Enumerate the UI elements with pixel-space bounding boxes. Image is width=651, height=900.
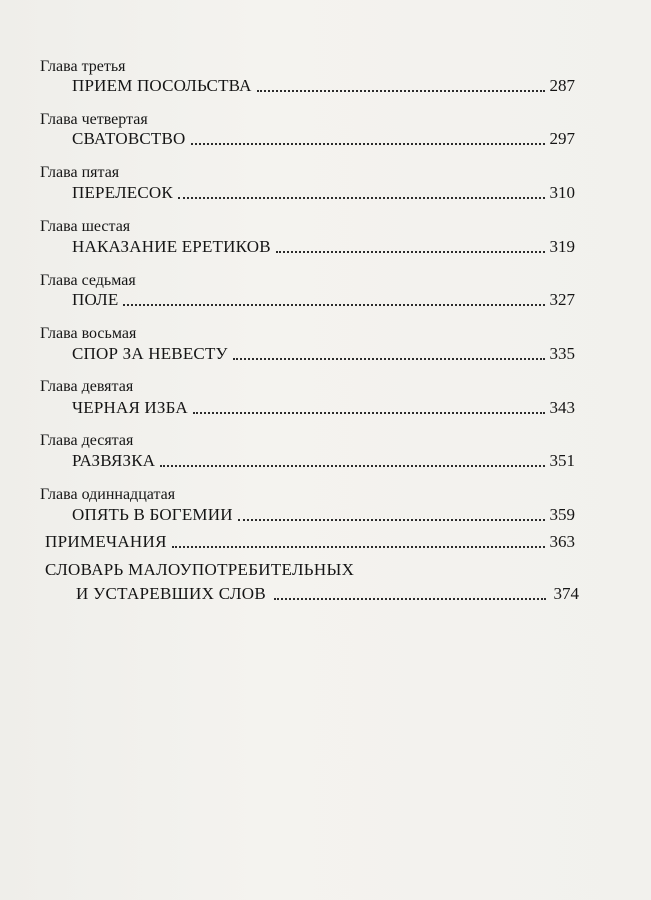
chapter-label: Глава седьмая: [40, 272, 136, 289]
toc-entry: [72, 342, 575, 364]
dot-leader: [238, 519, 545, 521]
page-number: 297: [549, 129, 575, 148]
page-number: 359: [549, 505, 575, 524]
toc-entry: [72, 127, 575, 149]
page-number: 319: [549, 237, 575, 256]
dictionary-title-line2: И УСТАРЕВШИХ СЛОВ: [76, 584, 267, 603]
toc-entry: [72, 396, 575, 418]
toc-entry: [72, 235, 575, 257]
chapter-label: Глава девятая: [40, 378, 134, 395]
chapter-title: НАКАЗАНИЕ ЕРЕТИКОВ: [72, 237, 271, 256]
dot-leader: [233, 358, 545, 360]
chapter-label: Глава восьмая: [40, 325, 137, 342]
dot-leader: [178, 197, 545, 199]
toc-entry: [72, 74, 575, 96]
chapter-title: СПОР ЗА НЕВЕСТУ: [72, 344, 228, 363]
page-number: 351: [549, 451, 575, 470]
page-number: 327: [549, 290, 575, 309]
chapter-title: ЧЕРНАЯ ИЗБА: [72, 398, 188, 417]
chapter-label: Глава десятая: [40, 432, 134, 449]
toc-entry: [72, 181, 575, 203]
chapter-title: ПРИЕМ ПОСОЛЬСТВА: [72, 76, 252, 95]
chapter-title: РАЗВЯЗКА: [72, 451, 156, 470]
dot-leader: [257, 90, 545, 92]
page-number: 287: [549, 76, 575, 95]
chapter-label: Глава третья: [40, 58, 126, 75]
chapter-label: Глава одиннадцатая: [40, 486, 176, 503]
dot-leader: [274, 598, 545, 600]
toc-entry: [72, 288, 575, 310]
notes-title: ПРИМЕЧАНИЯ: [45, 532, 167, 551]
dot-leader: [193, 412, 545, 414]
page-number: 335: [549, 344, 575, 363]
chapter-label: Глава пятая: [40, 164, 120, 181]
dot-leader: [191, 143, 545, 145]
dot-leader: [160, 465, 544, 467]
toc-entry: [72, 449, 575, 471]
toc-entry-notes: [45, 530, 575, 552]
page-number: 363: [549, 532, 575, 551]
page-number: 374: [553, 584, 579, 603]
toc-entry-dictionary: [76, 582, 579, 604]
chapter-label: Глава шестая: [40, 218, 131, 235]
page-number: 310: [549, 183, 575, 202]
chapter-title: ПОЛЕ: [72, 290, 119, 309]
dot-leader: [172, 546, 545, 548]
chapter-label: Глава четвертая: [40, 111, 148, 128]
dictionary-title-line1: СЛОВАРЬ МАЛОУПОТРЕБИТЕЛЬНЫХ: [45, 560, 355, 579]
toc-entry: [72, 503, 575, 525]
chapter-title: ОПЯТЬ В БОГЕМИИ: [72, 505, 233, 524]
dot-leader: [123, 304, 544, 306]
page-number: 343: [549, 398, 575, 417]
chapter-title: ПЕРЕЛЕСОК: [72, 183, 173, 202]
chapter-title: СВАТОВСТВО: [72, 129, 186, 148]
dot-leader: [276, 251, 545, 253]
